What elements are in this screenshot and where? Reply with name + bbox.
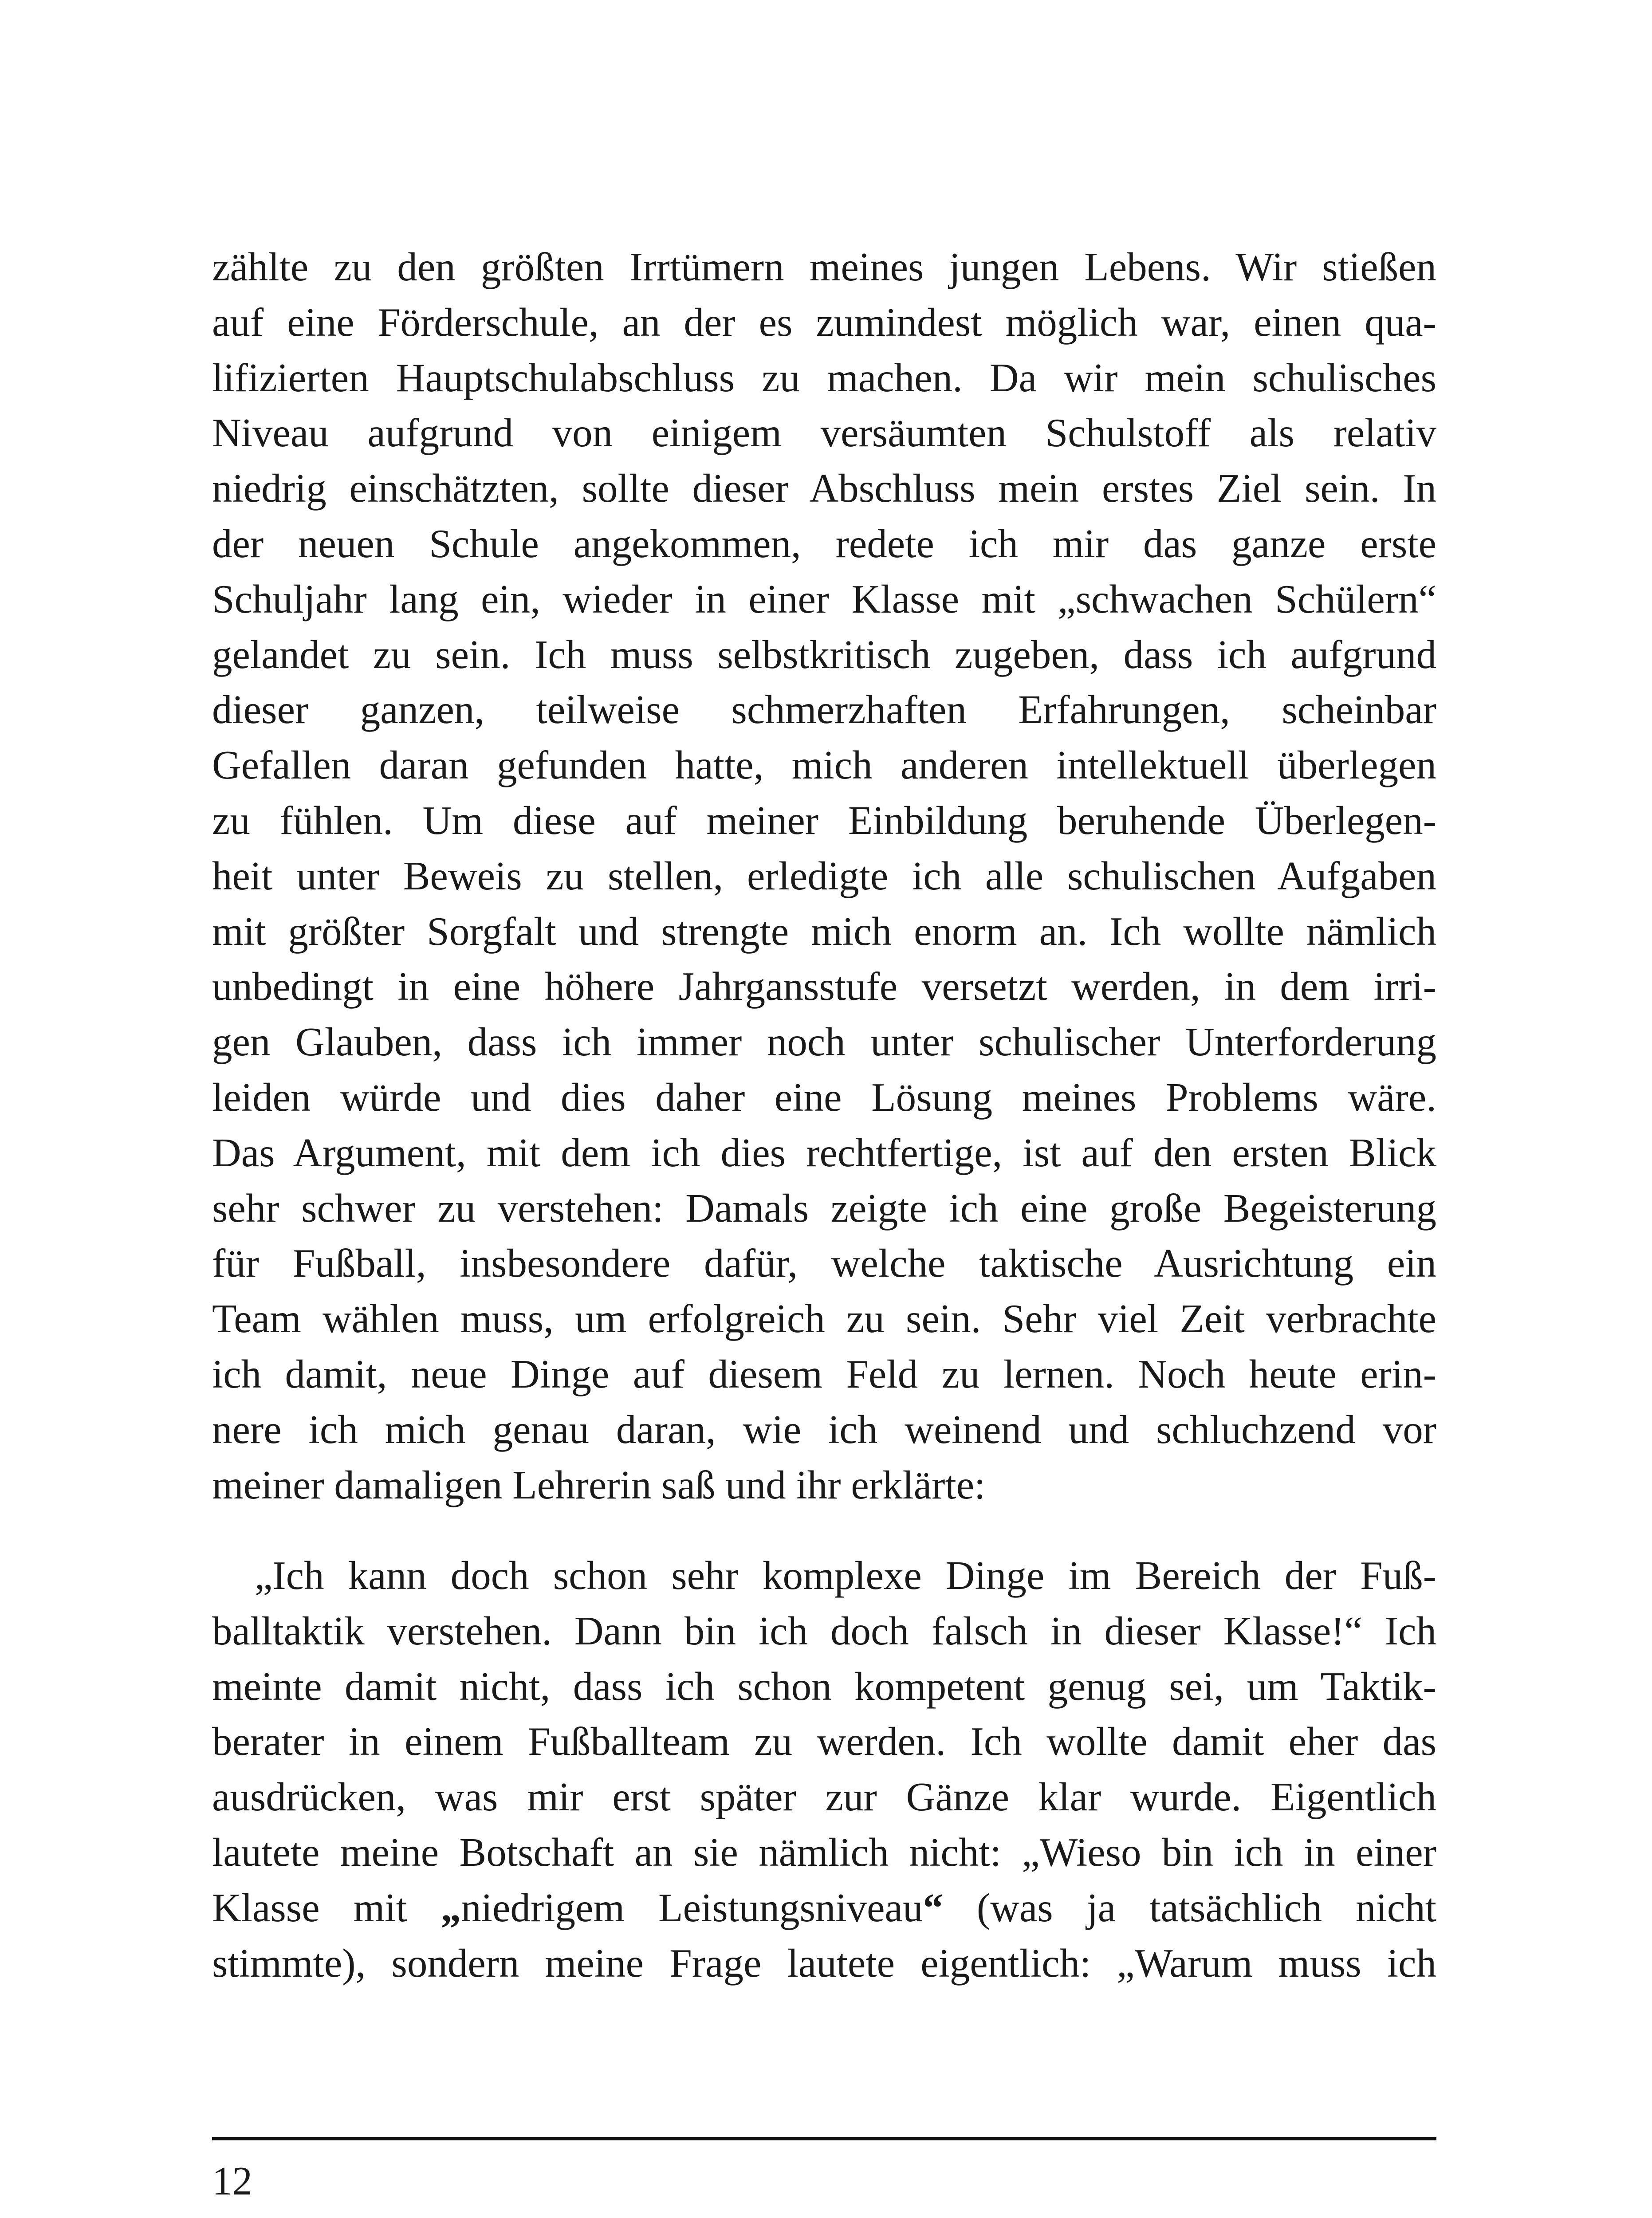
text-line: zählte zu den größten Irrtümern meines jungen Lebens. Wir stießen <box>212 244 1436 289</box>
text-line: heit unter Beweis zu stellen, erledigte ich alle schulischen Aufgaben <box>212 853 1436 898</box>
text-line-mixed <box>212 1880 1436 1936</box>
text-line: dieser ganzen, teilweise schmerzhaften Erfahrungen, scheinbar <box>212 687 1436 732</box>
paragraph-1 <box>212 240 1436 1513</box>
text-run: Klasse mit <box>212 1885 441 1930</box>
text-line: leiden würde und dies daher eine Lösung meines Problems wäre. <box>212 1074 1436 1120</box>
paragraph-2 <box>212 1548 1436 1991</box>
text-line: ausdrücken, was mir erst später zur Gänze klar wurde. Eigentlich <box>212 1774 1436 1820</box>
text-line: mit größter Sorgfalt und strengte mich enorm an. Ich wollte nämlich <box>212 908 1436 954</box>
text-line: unbedingt in eine höhere Jahrgansstufe versetzt werden, in dem irri- <box>212 964 1436 1009</box>
bold-opening-quote: „ <box>441 1885 461 1930</box>
text-line: für Fußball, insbesondere dafür, welche taktische Ausrichtung ein <box>212 1241 1436 1286</box>
text-line: Team wählen muss, um erfolgreich zu sein. Sehr viel Zeit verbrachte <box>212 1296 1436 1341</box>
text-line: lifizierten Hauptschulabschluss zu machen. Da wir mein schulisches <box>212 355 1436 400</box>
text-line: lautete meine Botschaft an sie nämlich nicht: „Wieso bin ich in einer <box>212 1829 1436 1875</box>
text-line: „Ich kann doch schon sehr komplexe Dinge im Bereich der Fuß- <box>255 1553 1436 1598</box>
text-line: meinte damit nicht, dass ich schon kompetent genug sei, um Taktik- <box>212 1664 1436 1709</box>
text-line: Schuljahr lang ein, wieder in einer Klasse mit „schwachen Schülern“ <box>212 576 1436 621</box>
text-run: niedrigem Leistungsniveau <box>461 1885 923 1930</box>
text-line: gelandet zu sein. Ich muss selbstkritisch zugeben, dass ich aufgrund <box>212 632 1436 677</box>
text-line: gen Glauben, dass ich immer noch unter schulischer Unterforderung <box>212 1019 1436 1065</box>
text-line: ich damit, neue Dinge auf diesem Feld zu lernen. Noch heute erin- <box>212 1351 1436 1396</box>
text-line: niedrig einschätzten, sollte dieser Abschluss mein erstes Ziel sein. In <box>212 466 1436 511</box>
text-line: Gefallen daran gefunden hatte, mich anderen intellektuell überlegen <box>212 743 1436 788</box>
text-line: zu fühlen. Um diese auf meiner Einbildung beruhende Überlegen- <box>212 798 1436 843</box>
text-line: auf eine Förderschule, an der es zumindest möglich war, einen qua- <box>212 299 1436 345</box>
text-line: stimmte), sondern meine Frage lautete eigentlich: „Warum muss ich <box>212 1940 1436 1986</box>
text-line: Das Argument, mit dem ich dies rechtfertige, ist auf den ersten Blick <box>212 1130 1436 1175</box>
bold-closing-quote: “ <box>923 1885 943 1930</box>
text-line: berater in einem Fußballteam zu werden. Ich wollte damit eher das <box>212 1719 1436 1764</box>
page-number: 12 <box>212 2159 252 2203</box>
text-line: Niveau aufgrund von einigem versäumten Schulstoff als relativ <box>212 410 1436 456</box>
text-run: (was ja tatsächlich nicht <box>943 1885 1436 1930</box>
text-line: meiner damaligen Lehrerin saß und ihr erklärte: <box>212 1462 986 1507</box>
text-line: balltaktik verstehen. Dann bin ich doch falsch in dieser Klasse!“ Ich <box>212 1608 1436 1653</box>
text-line: der neuen Schule angekommen, redete ich mir das ganze erste <box>212 521 1436 566</box>
text-line: sehr schwer zu verstehen: Damals zeigte ich eine große Begeisterung <box>212 1185 1436 1231</box>
text-line: nere ich mich genau daran, wie ich weinend und schluchzend vor <box>212 1407 1436 1452</box>
footer-divider <box>212 2137 1436 2140</box>
